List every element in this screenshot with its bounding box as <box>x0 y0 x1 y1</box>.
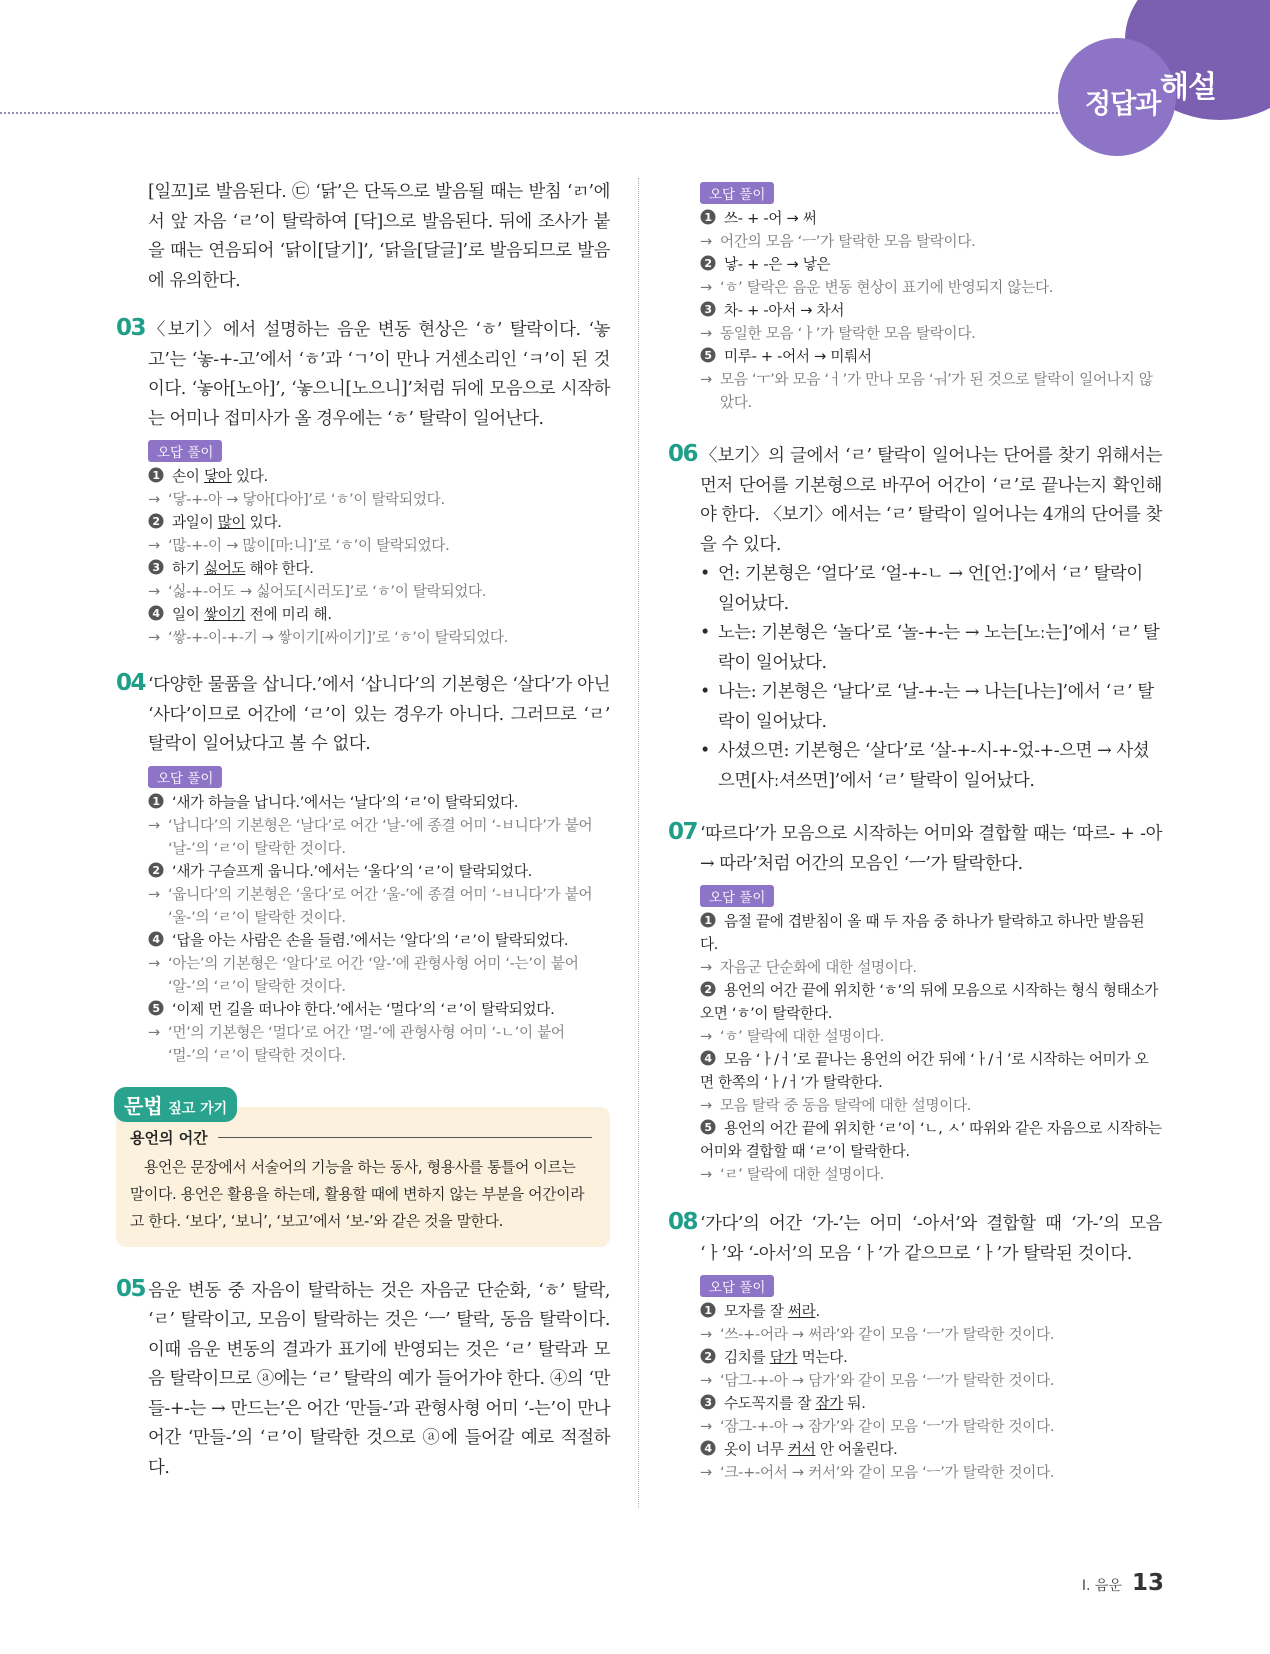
question-07 <box>668 820 1162 879</box>
page-footer <box>1082 1570 1164 1596</box>
header-dotted-rule <box>0 112 1070 114</box>
bullet-dot-icon: • <box>700 564 710 584</box>
wrong-answer-badge: 오답 풀이 <box>148 440 222 462</box>
grammar-tip-label <box>114 1087 237 1122</box>
svg-text:3: 3 <box>704 303 712 316</box>
left-column <box>116 178 610 1483</box>
tip-title-rule <box>218 1137 592 1138</box>
underlined-word: 닿아 <box>203 468 232 485</box>
svg-text:4: 4 <box>152 607 160 620</box>
explanation <box>700 276 1162 299</box>
explanation <box>148 626 610 649</box>
svg-text:2: 2 <box>152 863 160 877</box>
question-04 <box>116 671 610 760</box>
arrow-icon: → <box>148 491 160 508</box>
circled-number-3-icon <box>148 559 168 575</box>
answer-option <box>700 1346 1162 1369</box>
explanation <box>700 230 1162 253</box>
explanation-text: ‘닿-+-아 → 닿아[다아]’로 ‘ㅎ’이 탈락되었다. <box>168 491 445 508</box>
tip-title: 용언의 어간 <box>130 1128 208 1147</box>
q08-explanations <box>668 1300 1162 1484</box>
option-text: 모음 ‘ㅏ/ㅓ’로 끝나는 용언의 어간 뒤에 ‘ㅏ/ㅓ’로 시작하는 어미가 오면 한쪽의 ‘ㅏ/ㅓ’가 탈락한다. <box>700 1051 1149 1091</box>
svg-text:2: 2 <box>704 257 712 270</box>
underlined-word: 싫어도 <box>203 560 246 577</box>
answer-option <box>700 910 1162 956</box>
arrow-icon: → <box>700 1097 712 1114</box>
wrong-answer-badge: 오답 풀이 <box>148 766 222 788</box>
circled-number-2-icon <box>148 513 168 529</box>
bullet-dot-icon: • <box>700 623 710 643</box>
svg-text:2: 2 <box>704 983 712 996</box>
circled-number-3-icon <box>700 301 720 317</box>
svg-text:4: 4 <box>704 1052 712 1065</box>
explanation-text: ‘잠그-+-아 → 잠가’와 같이 모음 ‘ㅡ’가 탈락한 것이다. <box>720 1418 1055 1435</box>
explanation-text: ‘먼’의 기본형은 ‘멀다’로 어간 ‘멀-’에 관형사형 어미 ‘-ㄴ’이 붙어 ‘멀-’의 ‘ㄹ’이 탈락한 것이다. <box>168 1023 565 1064</box>
tip-title-row <box>130 1127 592 1148</box>
wrong-answer-badge: 오답 풀이 <box>700 885 774 907</box>
question-text: ‘다양한 물품을 삽니다.’에서 ‘삽니다’의 기본형은 ‘살다’가 아닌 ‘사다’이므로 어간에 ‘ㄹ’이 있는 경우가 아니다. 그러므로 ‘ㄹ’ 탈락이 일어났다고 볼 수 없다. <box>148 675 610 754</box>
explanation <box>700 322 1162 345</box>
arrow-icon: → <box>700 325 712 342</box>
circled-number-1-icon <box>700 1302 720 1318</box>
explanation <box>700 1025 1162 1048</box>
right-column <box>668 182 1162 1484</box>
underlined-word: 담가 <box>769 1349 798 1366</box>
option-text-post: 둬. <box>843 1395 866 1412</box>
option-text-post: 있다. <box>231 468 268 485</box>
explanation-text: ‘많-+-이 → 많이[마ː니]’로 ‘ㅎ’이 탈락되었다. <box>168 537 450 554</box>
q05-explanations <box>668 207 1162 414</box>
circled-number-1-icon <box>148 467 168 483</box>
answer-option <box>148 511 610 534</box>
question-03 <box>116 316 610 434</box>
arrow-icon: → <box>700 279 712 296</box>
answer-option <box>148 603 610 626</box>
wrong-answer-badge: 오답 풀이 <box>700 1275 774 1297</box>
question-06 <box>668 442 1162 560</box>
circled-number-1-icon <box>700 209 720 225</box>
answer-option <box>700 1048 1162 1094</box>
answer-option <box>700 345 1162 368</box>
circled-number-2-icon <box>700 255 720 271</box>
explanation <box>700 1369 1162 1392</box>
circled-number-4-icon <box>148 605 168 621</box>
question-number: 03 <box>116 315 146 341</box>
option-text: 쓰- + -어 → 써 <box>724 210 817 227</box>
section-label: Ⅰ. 음운 <box>1081 1578 1122 1594</box>
q03-explanations <box>116 465 610 649</box>
answer-option <box>700 1392 1162 1415</box>
q04-explanations <box>116 791 610 1067</box>
option-text: 음절 끝에 겹받침이 올 때 두 자음 중 하나가 탈락하고 하나만 발음된다. <box>700 913 1145 953</box>
underlined-word: 커서 <box>787 1441 816 1458</box>
explanation-text: 모음 ‘ㅜ’와 모음 ‘ㅓ’가 만나 모음 ‘ㅝ’가 된 것으로 탈락이 일어나지 않았다. <box>720 371 1153 411</box>
explanation-text: ‘납니다’의 기본형은 ‘날다’로 어간 ‘날-’에 종결 어미 ‘-ㅂ니다’가 붙어 ‘날-’의 ‘ㄹ’이 탈락한 것이다. <box>168 816 593 857</box>
tip-label-small: 짚고 가기 <box>168 1100 228 1117</box>
bullet-item <box>700 737 1162 796</box>
arrow-icon: → <box>148 537 160 554</box>
answer-option <box>148 998 610 1021</box>
circled-number-2-icon <box>700 1348 720 1364</box>
explanation-text: ‘쌓-+-이-+-기 → 쌓이기[싸이기]’로 ‘ㅎ’이 탈락되었다. <box>168 629 509 646</box>
arrow-icon: → <box>700 1372 712 1389</box>
svg-text:1: 1 <box>704 1304 712 1317</box>
underlined-word: 써라 <box>787 1303 816 1320</box>
svg-text:3: 3 <box>704 1396 712 1409</box>
svg-text:1: 1 <box>704 211 712 224</box>
answer-option <box>700 299 1162 322</box>
explanation <box>700 1323 1162 1346</box>
question-text: ‘따르다’가 모음으로 시작하는 어미와 결합할 때는 ‘따르- + -아 → 따라’처럼 어간의 모음인 ‘ㅡ’가 탈락한다. <box>700 824 1162 874</box>
continued-paragraph: [일꼬]로 발음된다. ㉢ ‘닭’은 단독으로 발음될 때는 받침 ‘ㄺ’에 서 앞 자음 ‘ㄹ’이 탈락하여 [닥]으로 발음된다. 뒤에 조사가 붙을 때는 연음되어 ‘닭이[달기]’, ‘닭을[달글]’로 발음되므로 발음에 유의한다. <box>148 182 610 291</box>
option-text: ‘새가 구슬프게 웁니다.’에서는 ‘울다’의 ‘ㄹ’이 탈락되었다. <box>172 862 532 880</box>
question-text: 〈보기〉의 글에서 ‘ㄹ’ 탈락이 일어나는 단어를 찾기 위해서는 먼저 단어를 기본형으로 바꾸어 어간이 ‘ㄹ’로 끝나는지 확인해야 한다. 〈보기〉에서는 ‘ㄹ’ 탈락이 일어나는 4개의 단어를 찾을 수 있다. <box>700 446 1162 555</box>
svg-text:1: 1 <box>704 914 712 927</box>
column-divider <box>638 178 639 1508</box>
answer-option <box>700 1438 1162 1461</box>
option-text-post: 먹는다. <box>797 1349 848 1366</box>
header-title-a: 정답과 <box>1085 89 1161 120</box>
q06-bullets <box>668 560 1162 796</box>
explanation <box>148 814 610 860</box>
explanation <box>148 580 610 603</box>
circled-number-2-icon <box>148 862 168 878</box>
answer-option <box>148 465 610 488</box>
option-text-pre: 하기 <box>172 560 204 577</box>
bullet-text: 사셨으면: 기본형은 ‘살다’로 ‘살-+-시-+-었-+-으면 → 사셨으면[사ː셔쓰면]’에서 ‘ㄹ’ 탈락이 일어났다. <box>718 741 1150 791</box>
answer-option <box>148 791 610 814</box>
explanation-text: ‘담그-+-아 → 담가’와 같이 모음 ‘ㅡ’가 탈락한 것이다. <box>720 1372 1055 1389</box>
arrow-icon: → <box>148 583 160 600</box>
explanation-text: ‘아는’의 기본형은 ‘알다’로 어간 ‘알-’에 관형사형 어미 ‘-는’이 붙어 ‘알-’의 ‘ㄹ’이 탈락한 것이다. <box>168 954 579 995</box>
circled-number-2-icon <box>700 981 720 997</box>
arrow-icon: → <box>700 233 712 250</box>
svg-text:1: 1 <box>152 469 160 482</box>
arrow-icon: → <box>148 816 160 834</box>
explanation-text: 동일한 모음 ‘ㅏ’가 탈락한 모음 탈락이다. <box>720 325 976 342</box>
underlined-word: 쌓이기 <box>203 606 246 623</box>
bullet-item <box>700 678 1162 737</box>
explanation-text: ‘ㅎ’ 탈락에 대한 설명이다. <box>720 1028 885 1045</box>
arrow-icon: → <box>148 629 160 646</box>
question-text: 음운 변동 중 자음이 탈락하는 것은 자음군 단순화, ‘ㅎ’ 탈락, ‘ㄹ’ 탈락이고, 모음이 탈락하는 것은 ‘ㅡ’ 탈락, 동음 탈락이다. 이때 음운 변동의 결과가 표기에 반영되는 것은 ‘ㄹ’ 탈락과 모음 탈락이므로 ⓐ에는 ‘ㄹ’ 탈락의 예가 들어가야 한다. ④의 ‘만들-+-는 → 만드는’은 어간 ‘만들-’과 관형사형 어미 ‘-는’이 만나 어간 ‘만들-’의 ‘ㄹ’이 탈락한 것으로 ⓐ에 들어갈 예로 적절하다. <box>148 1280 610 1478</box>
option-text-pre: 수도꼭지를 잘 <box>724 1395 816 1412</box>
arrow-icon: → <box>700 371 712 388</box>
explanation <box>148 1021 610 1067</box>
answer-option <box>700 1117 1162 1163</box>
option-text: 용언의 어간 끝에 위치한 ‘ㅎ’의 뒤에 모음으로 시작하는 형식 형태소가 오면 ‘ㅎ’이 탈락한다. <box>700 982 1159 1022</box>
q07-explanations <box>668 910 1162 1186</box>
explanation-text: ‘싫-+-어도 → 싫어도[시러도]’로 ‘ㅎ’이 탈락되었다. <box>168 583 487 600</box>
explanation <box>700 1415 1162 1438</box>
answer-option <box>148 929 610 952</box>
option-text: ‘이제 먼 길을 떠나야 한다.’에서는 ‘멀다’의 ‘ㄹ’이 탈락되었다. <box>172 1000 555 1018</box>
explanation-text: ‘웁니다’의 기본형은 ‘울다’로 어간 ‘울-’에 종결 어미 ‘-ㅂ니다’가 붙어 ‘울-’의 ‘ㄹ’이 탈락한 것이다. <box>168 885 593 926</box>
explanation <box>700 368 1162 414</box>
option-text-pre: 김치를 <box>724 1349 770 1366</box>
option-text-pre: 손이 <box>172 468 204 485</box>
option-text: 차- + -아서 → 차서 <box>724 302 845 319</box>
explanation-text: ‘ㅎ’ 탈락은 음운 변동 현상이 표기에 반영되지 않는다. <box>720 279 1054 296</box>
question-text: 〈보기〉에서 설명하는 음운 변동 현상은 ‘ㅎ’ 탈락이다. ‘놓고’는 ‘놓-+-고’에서 ‘ㅎ’과 ‘ㄱ’이 만나 거센소리인 ‘ㅋ’이 된 것이다. ‘놓아[노아]’, ‘놓으니[노으니]’처럼 뒤에 모음으로 시작하는 어미나 접미사가 올 경우에는 ‘ㅎ’ 탈락이 일어난다. <box>148 320 610 429</box>
option-text-post: 안 어울린다. <box>815 1441 898 1458</box>
question-08 <box>668 1210 1162 1269</box>
circled-number-1-icon <box>700 912 720 928</box>
arrow-icon: → <box>700 1326 712 1343</box>
option-text: 용언의 어간 끝에 위치한 ‘ㄹ’이 ‘ㄴ, ㅅ’ 따위와 같은 자음으로 시작하는 어미와 결합할 때 ‘ㄹ’이 탈락한다. <box>700 1120 1162 1160</box>
arrow-icon: → <box>700 1028 712 1045</box>
circled-number-1-icon <box>148 793 168 809</box>
circled-number-4-icon <box>148 931 168 947</box>
arrow-icon: → <box>700 959 712 976</box>
explanation-text: ‘쓰-+-어라 → 써라’와 같이 모음 ‘ㅡ’가 탈락한 것이다. <box>720 1326 1055 1343</box>
explanation <box>700 1461 1162 1484</box>
option-text-pre: 일이 <box>172 606 204 623</box>
circled-number-5-icon <box>700 347 720 363</box>
arrow-icon: → <box>700 1418 712 1435</box>
header-title-b: 해설 <box>1160 70 1216 105</box>
svg-text:5: 5 <box>152 1001 160 1015</box>
bullet-item <box>700 619 1162 678</box>
svg-text:1: 1 <box>152 794 160 808</box>
svg-text:2: 2 <box>152 515 160 528</box>
answer-option <box>148 557 610 580</box>
bullet-text: 언: 기본형은 ‘얼다’로 ‘얼-+-ㄴ → 언[언ː]’에서 ‘ㄹ’ 탈락이 일어났다. <box>718 564 1143 614</box>
explanation <box>148 534 610 557</box>
explanation <box>700 956 1162 979</box>
option-text-pre: 모자를 잘 <box>724 1303 788 1320</box>
question-number: 04 <box>116 670 146 696</box>
arrow-icon: → <box>148 954 160 972</box>
answer-option <box>700 253 1162 276</box>
question-number: 06 <box>668 441 698 467</box>
svg-text:4: 4 <box>152 932 160 946</box>
answer-option <box>148 860 610 883</box>
circled-number-4-icon <box>700 1440 720 1456</box>
option-text-post: . <box>815 1303 820 1320</box>
explanation <box>148 952 610 998</box>
explanation-text: 어간의 모음 ‘ㅡ’가 탈락한 모음 탈락이다. <box>720 233 976 250</box>
answer-option <box>700 207 1162 230</box>
explanation-text: ‘ㄹ’ 탈락에 대한 설명이다. <box>720 1166 885 1183</box>
answer-option <box>700 1300 1162 1323</box>
svg-text:3: 3 <box>152 561 160 574</box>
svg-text:5: 5 <box>704 1121 712 1134</box>
arrow-icon: → <box>148 1023 160 1041</box>
bullet-text: 노는: 기본형은 ‘놀다’로 ‘놀-+-는 → 노는[노ː는]’에서 ‘ㄹ’ 탈락이 일어났다. <box>718 623 1160 673</box>
explanation <box>700 1094 1162 1117</box>
circled-number-5-icon <box>700 1119 720 1135</box>
arrow-icon: → <box>700 1464 712 1481</box>
circled-number-5-icon <box>148 1000 168 1016</box>
svg-text:4: 4 <box>704 1442 712 1455</box>
question-text: ‘가다’의 어간 ‘가-’는 어미 ‘-아서’와 결합할 때 ‘가-’의 모음 ‘ㅏ’와 ‘-아서’의 모음 ‘ㅏ’가 같으므로 ‘ㅏ’가 탈락된 것이다. <box>700 1214 1162 1264</box>
bullet-dot-icon: • <box>700 741 710 761</box>
option-text: 미루- + -어서 → 미뤄서 <box>724 348 872 365</box>
option-text: ‘새가 하늘을 납니다.’에서는 ‘날다’의 ‘ㄹ’이 탈락되었다. <box>172 793 519 811</box>
underlined-word: 잠가 <box>815 1395 844 1412</box>
tip-content <box>116 1107 610 1247</box>
question-05 <box>116 1277 610 1484</box>
option-text-post: 해야 한다. <box>245 560 314 577</box>
arrow-icon: → <box>148 885 160 903</box>
option-text-pre: 옷이 너무 <box>724 1441 788 1458</box>
option-text-post: 전에 미리 해. <box>245 606 332 623</box>
circled-number-3-icon <box>700 1394 720 1410</box>
bullet-text: 나는: 기본형은 ‘날다’로 ‘날-+-는 → 나는[나는]’에서 ‘ㄹ’ 탈락이 일어났다. <box>718 682 1154 732</box>
option-text: 낳- + -은 → 낳은 <box>724 256 831 273</box>
svg-text:2: 2 <box>704 1350 712 1363</box>
explanation-text: ‘크-+-어서 → 커서’와 같이 모음 ‘ㅡ’가 탈락한 것이다. <box>720 1464 1055 1481</box>
explanation <box>148 883 610 929</box>
wrong-answer-badge: 오답 풀이 <box>700 182 774 204</box>
question-number: 07 <box>668 819 698 845</box>
arrow-icon: → <box>700 1166 712 1183</box>
circled-number-4-icon <box>700 1050 720 1066</box>
page-number: 13 <box>1131 1570 1164 1596</box>
question-number: 08 <box>668 1209 698 1235</box>
tip-label-big: 문법 <box>124 1093 163 1118</box>
grammar-tip-box <box>116 1093 610 1247</box>
bullet-item <box>700 560 1162 619</box>
explanation-text: 모음 탈락 중 동음 탈락에 대한 설명이다. <box>720 1097 972 1114</box>
explanation <box>700 1163 1162 1186</box>
option-text: ‘답을 아는 사람은 손을 들렴.’에서는 ‘알다’의 ‘ㄹ’이 탈락되었다. <box>172 931 569 949</box>
option-text-pre: 과일이 <box>172 514 218 531</box>
answer-option <box>700 979 1162 1025</box>
underlined-word: 많이 <box>217 514 246 531</box>
explanation-text: 자음군 단순화에 대한 설명이다. <box>720 959 917 976</box>
explanation <box>148 488 610 511</box>
svg-text:5: 5 <box>704 349 712 362</box>
question-number: 05 <box>116 1275 146 1302</box>
option-text-post: 있다. <box>245 514 282 531</box>
tip-body: 용언은 문장에서 서술어의 기능을 하는 동사, 형용사를 통틀어 이르는 말이다. 용언은 활용을 하는데, 활용할 때에 변하지 않는 부분을 어간이라고 한다. ‘보다’, ‘보니’, ‘보고’에서 ‘보-’와 같은 것을 말한다. <box>130 1158 585 1230</box>
bullet-dot-icon: • <box>700 682 710 702</box>
